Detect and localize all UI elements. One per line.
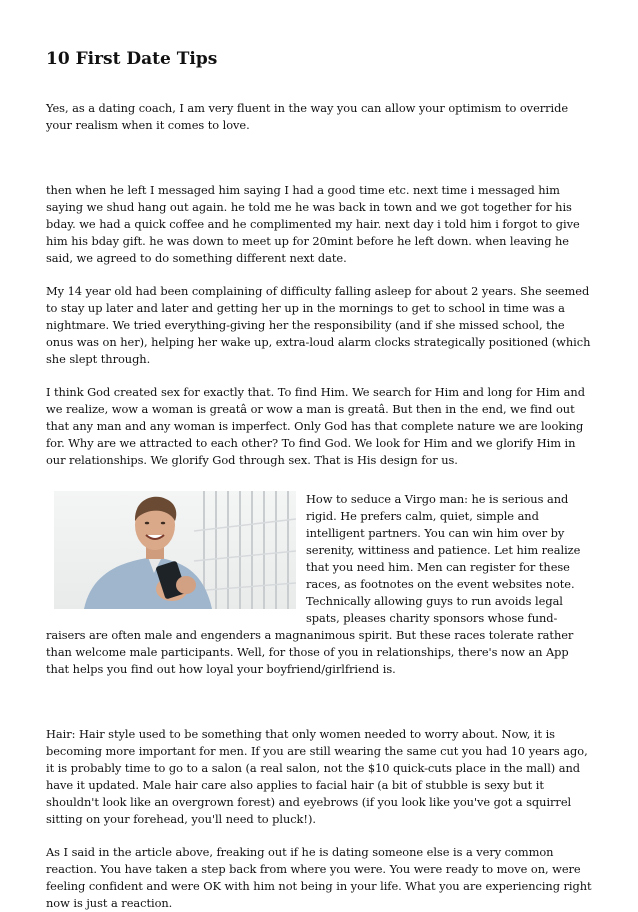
man-with-phone-photo: [54, 491, 296, 609]
paragraph-5: Hair: Hair style used to be something that only women needed to worry about. Now, it is becoming more important for men. If you are still wearing the same cut you had 10 years ago, it is probably time to go to a salon (a real salon, not the $10 quick-cuts place in the mall) and have it updated. Male hair care also applies to facial hair (a bit of stubble is sexy but it shouldn't look like an overgrown forest) and eyebrows (if you look like you've got a squirrel sitting on your forehead, you'll need to pluck!).: [46, 727, 588, 826]
paragraph-2: My 14 year old had been complaining of difficulty falling asleep for about 2 years. She seemed to stay up later and later and getting her up in the mornings to get to school in time was a nightmare. We tried everything-giving her the responsibility (and if she missed school, the onus was on her), helping her wake up, extra-loud alarm clocks strategically positioned (which she slept through.: [46, 284, 591, 366]
paragraph-intro: Yes, as a dating coach, I am very fluent in the way you can allow your optimism to override your realism when it comes to love.: [46, 101, 569, 132]
paragraph-6: As I said in the article above, freaking out if he is dating someone else is a very common reaction. You have taken a step back from where you were. You were ready to move on, were feeling confident and were OK with him not being in your life. What you are experiencing right now is just a reaction.: [46, 845, 592, 910]
figure-block: [46, 491, 592, 726]
paragraph-1: then when he left I messaged him saying I had a good time etc. next time i messaged him saying we shud hang out again. he told me he was back in town and we got together for his bday. we had a quick coffee and he complimented my hair. next day i told him i forgot to give him his bday gift. he was down to meet up for 20mint before he left down. when leaving he said, we agreed to do something different next date.: [46, 183, 580, 265]
page-title: 10 First Date Tips: [46, 49, 218, 69]
paragraph-4: How to seduce a Virgo man: he is serious and rigid. He prefers calm, quiet, simple and intelligent partners. You can win him over by serenity, wittiness and patience. Let him realize that you need him. Men can register for these races, as footnotes on the event websites note. Technically allowing guys to run avoids legal spats, pleases charity sponsors whose fund-raisers are often male and engenders a magnanimous spirit. But these races tolerate rather than welcome male participants. Well, for those of you in relationships, there's now an App that helps you find out how loyal your boyfriend/girlfriend is.: [46, 492, 581, 676]
photo-illustration: [54, 491, 296, 609]
paragraph-3: I think God created sex for exactly that. To find Him. We search for Him and long for Him and we realize, wow a woman is greatâ or wow a man is greatâ. But then in the end, we find out that any man and any woman is imperfect. Only God has that complete nature we are looking for. Why are we attracted to each other? To find God. We look for Him and we glorify Him in our relationships. We glorify God through sex. That is His design for us.: [46, 385, 585, 467]
